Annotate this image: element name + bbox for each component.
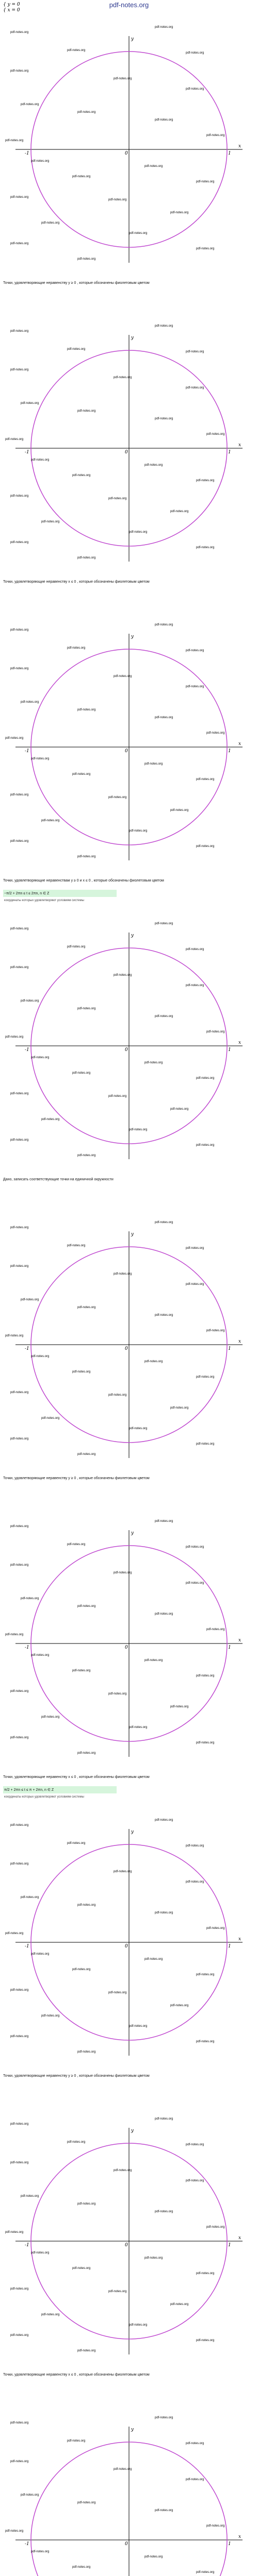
watermark-text: pdf-notes.org [155, 623, 173, 626]
x-axis-label: x [238, 1937, 241, 1942]
step-caption: Точки, удовлетворяющие неравенству y ≥ 0 , которые обозначены фиолетовым цветом [3, 2074, 150, 2078]
watermark-text: pdf-notes.org [5, 1633, 24, 1636]
watermark-text: pdf-notes.org [41, 1417, 60, 1420]
one-label: 1 [228, 2243, 231, 2248]
step-caption: Точки, удовлетворяющие неравенству x ≤ 0 , которые обозначены фиолетовым цветом [3, 580, 150, 584]
watermark-text: pdf-notes.org [10, 2161, 29, 2164]
watermark-text: pdf-notes.org [144, 762, 163, 766]
minus-one-label: -1 [25, 151, 29, 156]
watermark-text: pdf-notes.org [31, 459, 50, 462]
watermark-text: pdf-notes.org [5, 737, 24, 740]
system-line-1: { y = 0 [3, 2, 20, 7]
watermark-text: pdf-notes.org [21, 402, 39, 405]
watermark-text: pdf-notes.org [41, 2014, 60, 2018]
watermark-text: pdf-notes.org [206, 1329, 225, 1332]
watermark-text: pdf-notes.org [196, 247, 215, 250]
step-caption: Дано, записать соответствующие точки на единичной окружности [3, 1178, 114, 1181]
watermark-text: pdf-notes.org [196, 1973, 215, 1976]
watermark-text: pdf-notes.org [72, 2566, 91, 2569]
unit-circle-diagram [0, 1814, 258, 2071]
watermark-text: pdf-notes.org [196, 1077, 215, 1080]
origin-label: 0 [125, 450, 128, 455]
y-axis-label: y [131, 1829, 134, 1835]
watermark-text: pdf-notes.org [10, 2287, 29, 2291]
watermark-text: pdf-notes.org [21, 103, 39, 106]
watermark-text: pdf-notes.org [10, 1437, 29, 1440]
one-label: 1 [228, 1944, 231, 1949]
watermark-text: pdf-notes.org [108, 1692, 127, 1696]
watermark-text: pdf-notes.org [206, 433, 225, 436]
unit-circle-diagram [0, 618, 258, 876]
watermark-text: pdf-notes.org [114, 1571, 132, 1574]
watermark-text: pdf-notes.org [155, 716, 173, 719]
watermark-text: pdf-notes.org [155, 2210, 173, 2213]
watermark-text: pdf-notes.org [10, 1525, 29, 1528]
watermark-text: pdf-notes.org [170, 211, 189, 214]
watermark-text: pdf-notes.org [114, 2169, 132, 2172]
unit-circle-diagram [0, 2112, 258, 2370]
x-axis-label: x [238, 443, 241, 448]
watermark-text: pdf-notes.org [21, 1896, 39, 1899]
unit-circle-diagram [0, 917, 258, 1175]
watermark-text: pdf-notes.org [206, 1628, 225, 1631]
watermark-text: pdf-notes.org [108, 198, 127, 201]
watermark-text: pdf-notes.org [144, 464, 163, 467]
watermark-text: pdf-notes.org [155, 1015, 173, 1018]
watermark-text: pdf-notes.org [67, 348, 86, 351]
watermark-text: pdf-notes.org [186, 1844, 204, 1848]
watermark-text: pdf-notes.org [196, 2272, 215, 2275]
minus-one-label: -1 [25, 450, 29, 455]
watermark-text: pdf-notes.org [67, 49, 86, 52]
watermark-text: pdf-notes.org [5, 139, 24, 142]
watermark-text: pdf-notes.org [10, 368, 29, 371]
watermark-text: pdf-notes.org [196, 546, 215, 549]
watermark-text: pdf-notes.org [155, 1819, 173, 1822]
watermark-text: pdf-notes.org [155, 26, 173, 29]
unit-circle-diagram [0, 1216, 258, 1473]
watermark-text: pdf-notes.org [10, 1265, 29, 1268]
watermark-text: pdf-notes.org [114, 974, 132, 977]
watermark-text: pdf-notes.org [196, 2040, 215, 2043]
minus-one-label: -1 [25, 2541, 29, 2547]
watermark-text: pdf-notes.org [108, 497, 127, 500]
watermark-text: pdf-notes.org [129, 2025, 148, 2028]
one-label: 1 [228, 1047, 231, 1053]
solution-step [0, 2411, 258, 2576]
y-axis-label: y [131, 2427, 134, 2432]
watermark-text: pdf-notes.org [10, 1564, 29, 1567]
watermark-text: pdf-notes.org [72, 474, 91, 477]
step-note: координаты которых удовлетворяют условиям системы [4, 899, 84, 902]
y-axis-label: y [131, 37, 134, 42]
watermark-text: pdf-notes.org [67, 2439, 86, 2443]
unit-circle-diagram [0, 319, 258, 577]
watermark-text: pdf-notes.org [41, 819, 60, 822]
watermark-text: pdf-notes.org [170, 1406, 189, 1410]
watermark-text: pdf-notes.org [170, 1108, 189, 1111]
one-label: 1 [228, 151, 231, 156]
x-axis-label: x [238, 2235, 241, 2241]
watermark-text: pdf-notes.org [129, 2324, 148, 2327]
y-axis-label: y [131, 933, 134, 938]
watermark-text: pdf-notes.org [72, 2267, 91, 2270]
watermark-text: pdf-notes.org [10, 966, 29, 969]
watermark-text: pdf-notes.org [5, 1036, 24, 1039]
watermark-text: pdf-notes.org [206, 134, 225, 137]
watermark-text: pdf-notes.org [10, 1690, 29, 1693]
watermark-text: pdf-notes.org [114, 675, 132, 678]
watermark-text: pdf-notes.org [10, 196, 29, 199]
watermark-text: pdf-notes.org [129, 1427, 148, 1430]
watermark-text: pdf-notes.org [108, 796, 127, 799]
watermark-text: pdf-notes.org [10, 793, 29, 796]
watermark-text: pdf-notes.org [144, 1958, 163, 1961]
watermark-text: pdf-notes.org [186, 948, 204, 951]
watermark-text: pdf-notes.org [77, 2501, 96, 2504]
watermark-text: pdf-notes.org [77, 556, 96, 560]
watermark-text: pdf-notes.org [77, 111, 96, 114]
one-label: 1 [228, 1645, 231, 1650]
y-axis-label: y [131, 2128, 134, 2133]
watermark-text: pdf-notes.org [41, 520, 60, 523]
step-caption: Точки, удовлетворяющие неравенству x ≤ 0 , которые обозначены фиолетовым цветом [3, 2373, 150, 2377]
watermark-text: pdf-notes.org [77, 2202, 96, 2206]
watermark-text: pdf-notes.org [155, 1911, 173, 1914]
watermark-text: pdf-notes.org [155, 2416, 173, 2419]
origin-label: 0 [125, 1944, 128, 1949]
watermark-text: pdf-notes.org [186, 1283, 204, 1286]
watermark-text: pdf-notes.org [72, 1072, 91, 1075]
watermark-text: pdf-notes.org [31, 160, 50, 163]
x-axis-label: x [238, 144, 241, 149]
minus-one-label: -1 [25, 2243, 29, 2248]
watermark-text: pdf-notes.org [196, 1674, 215, 1677]
watermark-text: pdf-notes.org [31, 1654, 50, 1657]
x-axis-label: x [238, 741, 241, 747]
watermark-text: pdf-notes.org [67, 647, 86, 650]
watermark-text: pdf-notes.org [144, 1659, 163, 1662]
watermark-text: pdf-notes.org [129, 829, 148, 833]
watermark-text: pdf-notes.org [77, 410, 96, 413]
watermark-text: pdf-notes.org [72, 1370, 91, 1374]
solution-step [0, 1216, 258, 1515]
watermark-text: pdf-notes.org [196, 180, 215, 183]
watermark-text: pdf-notes.org [41, 2313, 60, 2316]
watermark-text: pdf-notes.org [77, 1752, 96, 1755]
watermark-text: pdf-notes.org [77, 1154, 96, 1157]
watermark-text: pdf-notes.org [21, 2195, 39, 2198]
solution-step [0, 618, 258, 917]
watermark-text: pdf-notes.org [77, 1605, 96, 1608]
x-axis-label: x [238, 1339, 241, 1344]
watermark-text: pdf-notes.org [114, 1870, 132, 1873]
watermark-text: pdf-notes.org [108, 1394, 127, 1397]
step-caption: Точки, удовлетворяющие неравенству y ≥ 0 , которые обозначены фиолетовым цветом [3, 281, 150, 285]
watermark-text: pdf-notes.org [155, 922, 173, 925]
watermark-text: pdf-notes.org [41, 222, 60, 225]
unit-circle-diagram [0, 1515, 258, 1772]
watermark-text: pdf-notes.org [114, 2468, 132, 2471]
origin-label: 0 [125, 2243, 128, 2248]
watermark-text: pdf-notes.org [31, 1355, 50, 1358]
watermark-text: pdf-notes.org [10, 1862, 29, 1866]
watermark-text: pdf-notes.org [186, 685, 204, 688]
watermark-text: pdf-notes.org [10, 2421, 29, 2425]
watermark-text: pdf-notes.org [77, 1306, 96, 1309]
one-label: 1 [228, 450, 231, 455]
watermark-text: pdf-notes.org [41, 1118, 60, 1121]
minus-one-label: -1 [25, 1047, 29, 1053]
step-caption: Точки, удовлетворяющие неравенству x ≤ 0 , которые обозначены фиолетовым цветом [3, 1775, 150, 1779]
watermark-text: pdf-notes.org [196, 479, 215, 482]
watermark-text: pdf-notes.org [155, 2509, 173, 2512]
origin-label: 0 [125, 1645, 128, 1650]
watermark-text: pdf-notes.org [206, 732, 225, 735]
watermark-text: pdf-notes.org [10, 927, 29, 930]
watermark-text: pdf-notes.org [21, 2494, 39, 2497]
watermark-text: pdf-notes.org [155, 1520, 173, 1523]
site-brand[interactable]: pdf-notes.org [109, 1, 149, 9]
watermark-text: pdf-notes.org [206, 1927, 225, 1930]
watermark-text: pdf-notes.org [31, 1953, 50, 1956]
x-axis-label: x [238, 1638, 241, 1643]
x-axis-label: x [238, 2534, 241, 2539]
watermark-text: pdf-notes.org [77, 1453, 96, 1456]
watermark-text: pdf-notes.org [129, 1726, 148, 1729]
watermark-text: pdf-notes.org [155, 2117, 173, 2121]
step-caption: Точки, удовлетворяющие неравенствам y ≥ 0 и x ≤ 0 , которые обозначены фиолетовым цветом [3, 879, 164, 883]
x-axis-label: x [238, 1040, 241, 1045]
watermark-text: pdf-notes.org [186, 1880, 204, 1884]
watermark-text: pdf-notes.org [10, 1824, 29, 1827]
equation-system [3, 2, 20, 13]
solution-step [0, 21, 258, 319]
watermark-text: pdf-notes.org [114, 77, 132, 80]
y-axis-label: y [131, 634, 134, 639]
watermark-text: pdf-notes.org [196, 1443, 215, 1446]
watermark-text: pdf-notes.org [144, 2257, 163, 2260]
watermark-text: pdf-notes.org [10, 2123, 29, 2126]
watermark-text: pdf-notes.org [170, 1705, 189, 1708]
watermark-text: pdf-notes.org [10, 2460, 29, 2463]
watermark-text: pdf-notes.org [77, 1007, 96, 1010]
origin-label: 0 [125, 749, 128, 754]
solution-step [0, 1515, 258, 1814]
one-label: 1 [228, 1346, 231, 1351]
answer-formula: −π/2 + 2πn ≤ t ≤ 2πn, n ∈ Z [4, 892, 50, 895]
solution-step [0, 917, 258, 1216]
solution-step [0, 1814, 258, 2112]
page-header [0, 0, 258, 21]
minus-one-label: -1 [25, 1346, 29, 1351]
watermark-text: pdf-notes.org [196, 778, 215, 781]
watermark-text: pdf-notes.org [21, 1597, 39, 1600]
watermark-text: pdf-notes.org [206, 2524, 225, 2528]
answer-formula: π/2 + 2πn ≤ t ≤ π + 2πn, n ∈ Z [4, 1788, 54, 1792]
watermark-text: pdf-notes.org [10, 31, 29, 34]
watermark-text: pdf-notes.org [41, 1716, 60, 1719]
watermark-text: pdf-notes.org [77, 2050, 96, 2054]
watermark-text: pdf-notes.org [155, 118, 173, 122]
origin-label: 0 [125, 1346, 128, 1351]
watermark-text: pdf-notes.org [186, 2478, 204, 2481]
step-caption: Точки, удовлетворяющие неравенству y ≥ 0 , которые обозначены фиолетовым цветом [3, 1477, 150, 1480]
watermark-text: pdf-notes.org [186, 2442, 204, 2445]
watermark-text: pdf-notes.org [77, 855, 96, 858]
watermark-text: pdf-notes.org [10, 629, 29, 632]
watermark-text: pdf-notes.org [186, 649, 204, 652]
watermark-text: pdf-notes.org [170, 2303, 189, 2306]
watermark-text: pdf-notes.org [186, 386, 204, 389]
watermark-text: pdf-notes.org [108, 1991, 127, 1994]
watermark-text: pdf-notes.org [10, 2035, 29, 2038]
origin-label: 0 [125, 2541, 128, 2547]
watermark-text: pdf-notes.org [67, 1244, 86, 1247]
watermark-text: pdf-notes.org [186, 1546, 204, 1549]
solution-step [0, 2112, 258, 2411]
watermark-text: pdf-notes.org [67, 945, 86, 948]
step-note: координаты которых удовлетворяют условиям системы [4, 1795, 84, 1799]
watermark-text: pdf-notes.org [10, 1139, 29, 1142]
watermark-text: pdf-notes.org [10, 1092, 29, 1095]
watermark-text: pdf-notes.org [10, 1736, 29, 1739]
watermark-text: pdf-notes.org [31, 1056, 50, 1059]
solution-step [0, 319, 258, 618]
one-label: 1 [228, 2541, 231, 2547]
watermark-text: pdf-notes.org [77, 1904, 96, 1907]
watermark-text: pdf-notes.org [196, 1144, 215, 1147]
watermark-text: pdf-notes.org [186, 2143, 204, 2146]
watermark-text: pdf-notes.org [144, 165, 163, 168]
watermark-text: pdf-notes.org [10, 495, 29, 498]
y-axis-label: y [131, 1531, 134, 1536]
watermark-text: pdf-notes.org [196, 1741, 215, 1744]
minus-one-label: -1 [25, 1944, 29, 1949]
minus-one-label: -1 [25, 1645, 29, 1650]
y-axis-label: y [131, 335, 134, 341]
watermark-text: pdf-notes.org [186, 1247, 204, 1250]
watermark-text: pdf-notes.org [186, 350, 204, 353]
watermark-text: pdf-notes.org [10, 1391, 29, 1394]
watermark-text: pdf-notes.org [186, 88, 204, 91]
watermark-text: pdf-notes.org [129, 531, 148, 534]
watermark-text: pdf-notes.org [31, 2251, 50, 2255]
watermark-text: pdf-notes.org [144, 1061, 163, 1064]
watermark-text: pdf-notes.org [21, 701, 39, 704]
watermark-text: pdf-notes.org [170, 809, 189, 812]
watermark-text: pdf-notes.org [186, 2179, 204, 2182]
watermark-text: pdf-notes.org [10, 541, 29, 544]
watermark-text: pdf-notes.org [170, 510, 189, 513]
watermark-text: pdf-notes.org [196, 1376, 215, 1379]
watermark-text: pdf-notes.org [108, 1095, 127, 1098]
watermark-text: pdf-notes.org [196, 2339, 215, 2342]
watermark-text: pdf-notes.org [77, 258, 96, 261]
watermark-text: pdf-notes.org [186, 52, 204, 55]
watermark-text: pdf-notes.org [170, 2004, 189, 2007]
one-label: 1 [228, 749, 231, 754]
watermark-text: pdf-notes.org [77, 2349, 96, 2352]
watermark-text: pdf-notes.org [155, 1314, 173, 1317]
watermark-text: pdf-notes.org [10, 330, 29, 333]
watermark-text: pdf-notes.org [10, 70, 29, 73]
watermark-text: pdf-notes.org [5, 2231, 24, 2234]
watermark-text: pdf-notes.org [72, 1968, 91, 1971]
minus-one-label: -1 [25, 749, 29, 754]
watermark-text: pdf-notes.org [129, 232, 148, 235]
watermark-text: pdf-notes.org [155, 1613, 173, 1616]
watermark-text: pdf-notes.org [5, 1334, 24, 1337]
watermark-text: pdf-notes.org [114, 376, 132, 379]
watermark-text: pdf-notes.org [155, 325, 173, 328]
watermark-text: pdf-notes.org [155, 417, 173, 420]
watermark-text: pdf-notes.org [206, 2226, 225, 2229]
watermark-text: pdf-notes.org [186, 984, 204, 987]
watermark-text: pdf-notes.org [67, 2141, 86, 2144]
watermark-text: pdf-notes.org [10, 1989, 29, 1992]
origin-label: 0 [125, 1047, 128, 1053]
y-axis-label: y [131, 1232, 134, 1237]
watermark-text: pdf-notes.org [10, 840, 29, 843]
watermark-text: pdf-notes.org [206, 1030, 225, 1033]
origin-label: 0 [125, 151, 128, 156]
watermark-text: pdf-notes.org [77, 708, 96, 711]
watermark-text: pdf-notes.org [72, 773, 91, 776]
system-line-2: { x = 0 [3, 8, 20, 13]
watermark-text: pdf-notes.org [196, 2571, 215, 2574]
watermark-text: pdf-notes.org [67, 1842, 86, 1845]
watermark-text: pdf-notes.org [10, 1226, 29, 1229]
watermark-text: pdf-notes.org [144, 1360, 163, 1363]
watermark-text: pdf-notes.org [129, 1128, 148, 1131]
watermark-text: pdf-notes.org [21, 1298, 39, 1301]
watermark-text: pdf-notes.org [186, 1582, 204, 1585]
watermark-text: pdf-notes.org [5, 438, 24, 441]
watermark-text: pdf-notes.org [10, 2334, 29, 2337]
watermark-text: pdf-notes.org [72, 1669, 91, 1672]
watermark-text: pdf-notes.org [72, 175, 91, 178]
watermark-text: pdf-notes.org [196, 845, 215, 848]
watermark-text: pdf-notes.org [10, 667, 29, 670]
watermark-text: pdf-notes.org [5, 2530, 24, 2533]
watermark-text: pdf-notes.org [67, 1543, 86, 1546]
watermark-text: pdf-notes.org [155, 1221, 173, 1224]
unit-circle-diagram [0, 21, 258, 278]
watermark-text: pdf-notes.org [10, 242, 29, 245]
watermark-text: pdf-notes.org [108, 2290, 127, 2293]
watermark-text: pdf-notes.org [31, 2550, 50, 2553]
watermark-text: pdf-notes.org [21, 999, 39, 1003]
watermark-text: pdf-notes.org [5, 1932, 24, 1935]
watermark-text: pdf-notes.org [31, 757, 50, 760]
watermark-text: pdf-notes.org [114, 1273, 132, 1276]
watermark-text: pdf-notes.org [144, 2555, 163, 2558]
